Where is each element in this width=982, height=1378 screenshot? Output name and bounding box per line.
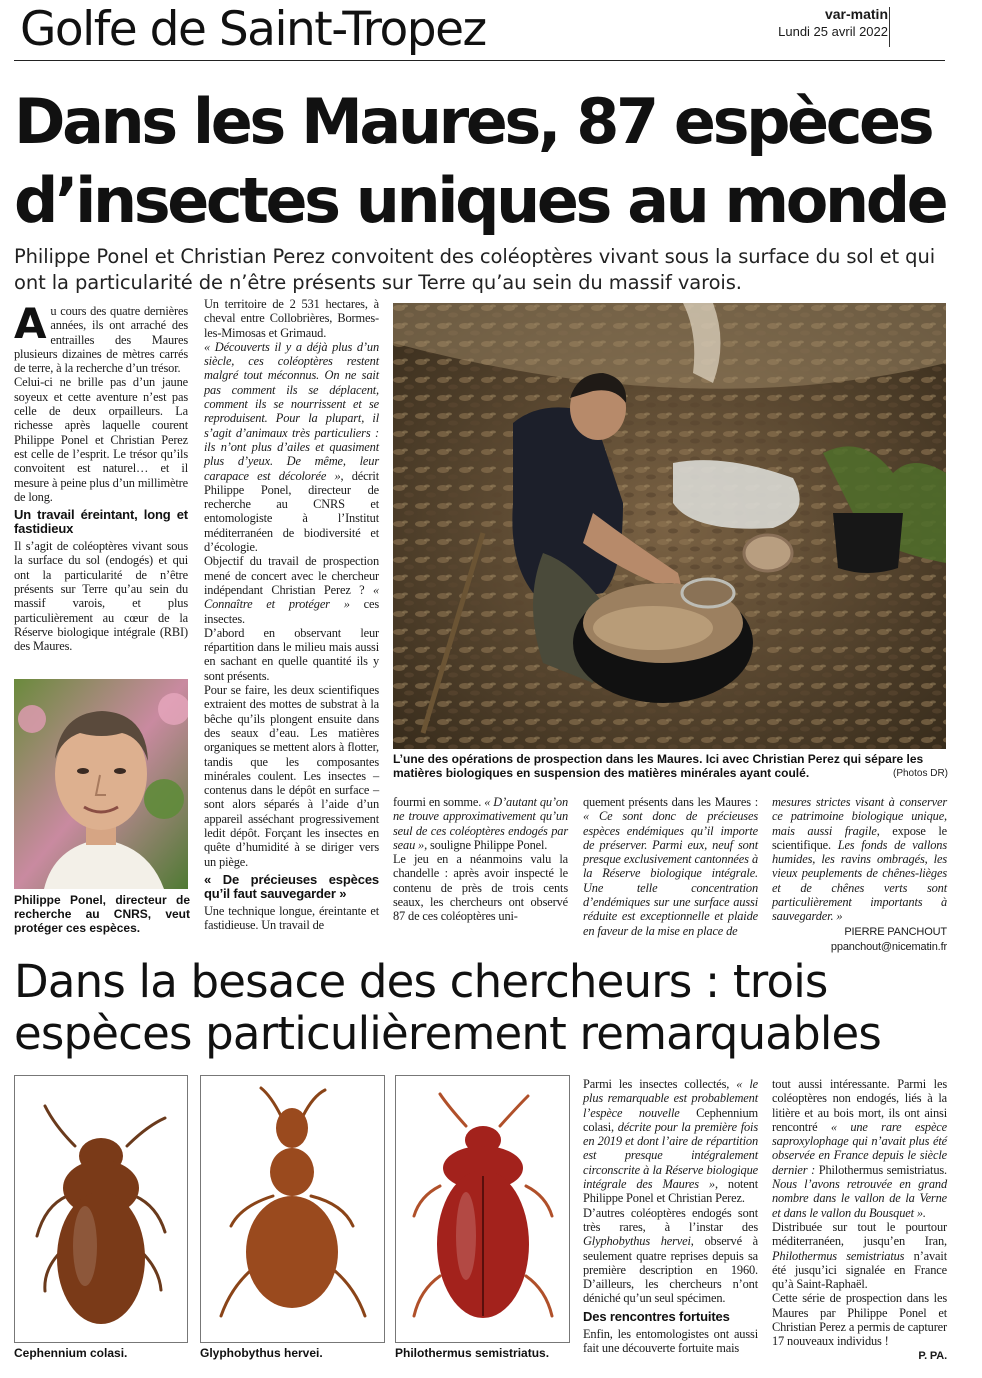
sidebar-signature: P. PA.	[918, 1349, 947, 1362]
paragraph	[583, 795, 758, 938]
portrait-image	[14, 679, 188, 889]
article-column-5	[772, 795, 947, 955]
text: Parmi les insectes collectés,	[583, 1077, 737, 1091]
text: Philothermus semistriatus.	[815, 1162, 947, 1177]
species-name: Glyphobythus hervei	[583, 1234, 691, 1249]
paragraph: Un territoire de 2 531 hectares, à cheval entre Collobrières, Bormes-les-Mimosas et Grimaud.	[204, 297, 379, 340]
insect-caption: Cephennium colasi.	[14, 1346, 128, 1360]
quote: « D’autant qu’on ne trouve approximativement qu’un seul de ces coléoptères endogés par seau »	[393, 795, 568, 852]
quote: Les fonds de vallons humides, les ravins ombragés, les vieux peuplements de chênes-lièges et de chênes verts sont particulièrement importants à sauvegarder. »	[772, 837, 947, 924]
prospection-photo	[393, 303, 946, 749]
beetle-image	[15, 1076, 187, 1342]
beetle-image	[396, 1076, 569, 1342]
paragraph: D’abord en observant leur répartition dans le milieu mais aussi en sachant en quelle quantité ils y sont présents.	[204, 625, 379, 683]
article-column-3	[393, 795, 568, 924]
masthead-divider	[889, 7, 890, 47]
text: , souligne Philippe Ponel.	[424, 837, 548, 852]
article-lead: Philippe Ponel et Christian Perez convoitent des coléoptères vivant sous la surface du sol et qui ont la particularité de n’être présents sur Terre qu’au sein du massif varois.	[14, 245, 936, 294]
sidebar-headline: Dans la besace des chercheurs : trois espèces particulièrement remarquables	[14, 955, 882, 1060]
article-headline: Dans les Maures, 87 espèces d’insectes uniques au monde	[14, 85, 946, 237]
author-email[interactable]: ppanchout@nicematin.fr	[830, 940, 947, 953]
paragraph: Celui-ci ne brille pas d’un jaune soyeux et cette aventure n’est pas celle de deux orpailleurs. La richesse après laquelle courent Philippe Ponel et Christian Perez est celle de l’esprit. Le trésor qu’ils convoitent est naturel… et il mesure à peine plus d’un millimètre de long.	[14, 375, 188, 504]
text: n’avait été jusqu’ici signalée en France qu’à Saint-Raphaël.	[772, 1248, 947, 1292]
main-photo-caption: L’une des opérations de prospection dans les Maures. Ici avec Christian Perez qui sépare les matières biologiques en suspension des matières minérales ayant coulé.	[393, 752, 924, 780]
beetle-thorax	[270, 1148, 314, 1196]
text: , observé à seulement quatre reprises depuis sa première description en 1960. D’ailleurs, les chercheurs n’ont déniché qu’un seul spécimen.	[583, 1234, 758, 1306]
author-signature: PIERRE PANCHOUT	[844, 925, 947, 938]
dropcap: A	[14, 299, 47, 348]
beetle-body	[246, 1196, 338, 1308]
quote: Nous l’avons retrouvée en grand nombre dans le vallon de la Verne et dans le vallon du Bousquet ».	[772, 1177, 947, 1220]
main-photo	[393, 303, 946, 749]
paragraph	[772, 795, 947, 924]
text: Distribuée sur tout le pourtour méditerranéen, jusqu’en Iran,	[772, 1219, 947, 1249]
masthead	[778, 6, 888, 40]
header-rule	[14, 60, 945, 61]
article-column-2	[204, 297, 379, 932]
paragraph	[204, 554, 379, 625]
paragraph	[204, 340, 379, 554]
portrait-photo	[14, 679, 188, 889]
text: D’autres coléoptères endogés sont très rares, à l’instar des	[583, 1205, 758, 1234]
sidebar-column-2	[772, 1077, 947, 1364]
intertitle: Des rencontres fortuites	[583, 1308, 730, 1324]
paragraph: u cours des quatre dernières années, ils ont arraché des entrailles des Maures plusieurs dizaines de mètres carrés de terre, à la recherche d’un trésor.	[14, 304, 188, 376]
paragraph	[583, 1077, 758, 1206]
paragraph	[393, 795, 568, 852]
species-name: Philothermus semistriatus	[772, 1248, 905, 1263]
paragraph	[772, 1220, 947, 1291]
quote: mesures strictes visant à conserver ce patrimoine biologique unique, mais aussi fragile	[772, 795, 947, 838]
quote: « Ce sont donc de précieuses espèces endémiques qu’il importe de préserver. Parmi eux, neuf sont presque exclusivement cantonnées à la Réserve biologique intégrale. Une telle concentration d’endémiques sur une surface aussi réduite est exceptionnelle et plaide en faveur de la mise en place de	[583, 809, 758, 938]
intertitle: « De précieuses espèces qu’il faut sauvegarder »	[204, 871, 379, 901]
paragraph: Le jeu en a néanmoins valu la chandelle : après avoir inspecté le contenu de près de trois cents seaux, les chercheurs ont observé 87 de ces coléoptères uni-	[393, 852, 568, 924]
paragraph: Cette série de prospection dans les Maures par Philippe Ponel et Christian Perez a permis de capturer 17 nouveaux individus !	[772, 1291, 947, 1349]
text: tout aussi intéressante. Parmi les coléoptères non endogés, liés à la litière et au bois mort, ils ont ainsi rencontré	[772, 1077, 947, 1134]
issue-date: Lundi 25 avril 2022	[778, 24, 888, 39]
text: quement présents dans les Maures :	[583, 795, 758, 809]
text: , expose le scientifique.	[772, 823, 947, 852]
photo-credit: (Photos DR)	[892, 768, 948, 779]
paragraph	[772, 1077, 947, 1220]
insect-photo-philothermus	[395, 1075, 570, 1343]
text: Cephennium colasi,	[583, 1105, 758, 1134]
text: Objectif du travail de prospection mené de concert avec le chercheur indépendant Christian Perez ?	[204, 554, 379, 597]
text: , décrit Philippe Ponel, directeur de recherche au CNRS et entomologiste à l’Institut méditerranéen de biodiversité et d’écologie.	[204, 468, 379, 555]
text: , notent Philippe Ponel et Christian Perez.	[583, 1177, 758, 1206]
paragraph: Il s’agit de coléoptères vivant sous la surface du sol (endogés) et qui ont la particularité de n’être présents sur Terre qu’au sein du massif varois, et plus particulièrement au cœur de la Réserve biologique intégrale (RBI) des Maures.	[14, 539, 188, 654]
beetle-image	[201, 1076, 384, 1342]
article-column-4	[583, 795, 758, 938]
paragraph: Pour se faire, les deux scientifiques extraient des mottes de substrat à la bêche qu’ils plongent ensuite dans des seaux d’eau. Les matières organiques se mettent alors à flotter, tandis que les composantes minérales coulent. Les insectes – contenus dans le dépôt en surface – sont alors séparés à l’aide d’un appareil asséchant progressivement ledit dépôt. Forçant les insectes en quête d’humidité à se diriger vers un piège.	[204, 683, 379, 869]
quote: « une rare espèce saproxylophage qui n’avait plus été observée en France depuis le siècle dernier :	[772, 1119, 947, 1177]
intertitle: Un travail éreintant, long et fastidieux	[14, 507, 188, 537]
insect-photo-cephennium	[14, 1075, 188, 1343]
quote: « Connaître et protéger »	[204, 582, 379, 612]
quote: « Découverts il y a déjà plus d’un siècle, ces coléoptères restent malgré tout méconnus. On ne sait pas comment ils se déplacent, comment ils se nourrissent et se reproduisent. Pour la plupart, il s’agit d’animaux très particuliers : ils n’ont plus d’ailes et quasiment plus d’yeux. De même, leur carapace est décolorée »	[204, 339, 379, 483]
quote: « le plus remarquable est probablement l’espèce nouvelle	[583, 1077, 758, 1120]
insect-caption: Glyphobythus hervei.	[200, 1346, 323, 1360]
quote: décrite pour la première fois en 2019 et dont l’aire de répartition est presque intégralement circonscrite à la Réserve biologique intégrale des Maures »	[583, 1119, 758, 1192]
paragraph: Une technique longue, éreintante et fastidieuse. Un travail de	[204, 903, 379, 933]
sidebar-column-1	[583, 1077, 758, 1355]
paragraph: Enfin, les entomologistes ont aussi fait une découverte fortuite mais	[583, 1326, 758, 1356]
insect-photo-glyphobythus	[200, 1075, 385, 1343]
brand-name: var-matin	[824, 6, 888, 22]
paragraph	[583, 1206, 758, 1306]
beetle-head	[276, 1108, 308, 1148]
text: ces insectes.	[204, 597, 379, 626]
section-rubric: Golfe de Saint-Tropez	[20, 2, 486, 57]
beetle-body	[57, 1192, 145, 1324]
insect-caption: Philothermus semistriatus.	[395, 1346, 550, 1360]
text: fourmi en somme.	[393, 795, 485, 809]
portrait-caption: Philippe Ponel, directeur de recherche au CNRS, veut protéger ces espèces.	[14, 893, 190, 935]
article-column-1	[14, 299, 188, 654]
